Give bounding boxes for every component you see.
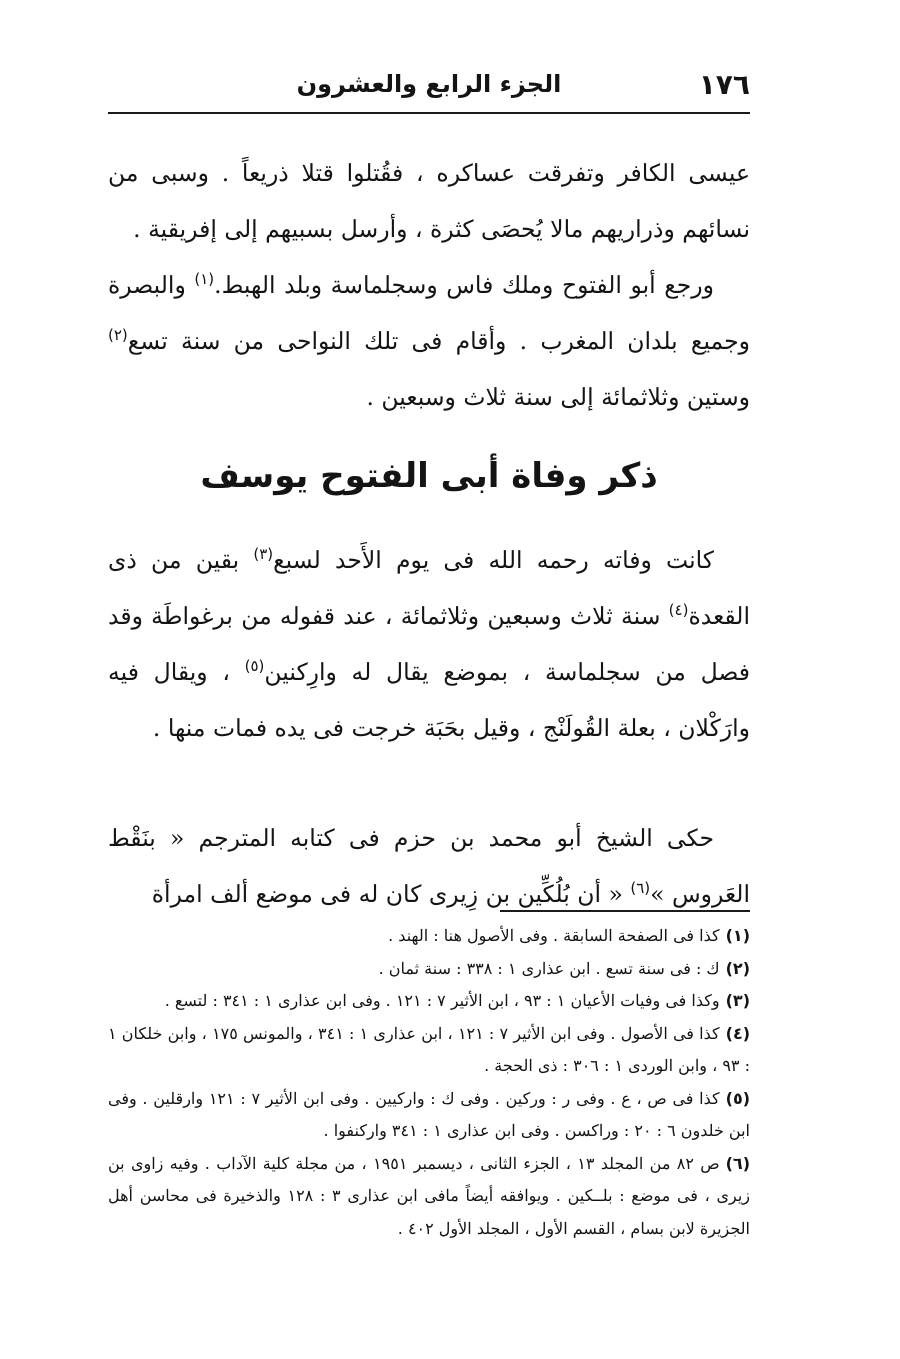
body-text-bottom [108, 532, 750, 756]
body-text-last [108, 810, 750, 922]
footnote-number: (٤) [725, 1023, 751, 1043]
footnote-ref: (٤) [668, 601, 689, 620]
footnote-ref: (٢) [108, 326, 128, 345]
body-text-top [108, 145, 750, 425]
paragraph-text: كانت وفاته رحمه الله فى يوم الأَحد لسبع [273, 546, 714, 574]
paragraph-text: سنة ثلاث وسبعين وثلاثمائة ، عند قفوله من برغواطَة وقد فصل من سجلماسة ، بموضع يقال له وارِكنين [108, 602, 750, 686]
footnote-ref: (٦) [630, 879, 651, 898]
footnote-divider [500, 910, 750, 912]
running-title: الجزء الرابع والعشرون [296, 70, 562, 98]
paragraph-text: حكى الشيخ أبو محمد بن حزم فى كتابه المترجم « بنَقْط العَروس » [108, 824, 750, 908]
footnote-ref: (٣) [253, 545, 274, 564]
running-header [108, 62, 750, 114]
footnote [108, 1018, 750, 1083]
footnote-number: (٣) [725, 991, 750, 1010]
paragraph-text: ، ويقال فيه وارَكْلان ، بعلة القُولَنْج ، وقيل بحَبَة خرجت فى يده فمات منها . [108, 658, 750, 742]
footnotes [108, 920, 750, 1245]
footnote-number: (٥) [725, 1088, 751, 1108]
paragraph-text: بقين من ذى القعدة [108, 546, 750, 630]
footnote-text: وكذا فى وفيات الأعيان ١ : ٩٣ ، ابن الأثير ٧ : ١٢١ . وفى ابن عذارى ١ : ٣٤١ : لتسع . [164, 991, 720, 1010]
paragraph [108, 145, 750, 257]
footnote [108, 1148, 750, 1246]
footnote-number: (١) [725, 926, 750, 945]
footnote-ref: (٥) [244, 657, 265, 676]
footnote-text: كذا فى ص ، ع . وفى ر : وركين . وفى ك : واركيين . وفى ابن الأثير ٧ : ١٢١ وارقلين . وفى ابن خلدون ٦ : ٢٠ : وراكسن . وفى ابن عذارى ١ : ٣٤١ واركنفوا . [108, 1088, 750, 1140]
footnote-ref: (١) [194, 270, 215, 289]
footnote [108, 1083, 750, 1148]
footnote [108, 953, 750, 986]
footnote-text: ص ٨٢ من المجلد ١٣ ، الجزء الثانى ، ديسمبر ١٩٥١ ، من مجلة كلية الآداب . وفيه زاوى بن زيرى ، فى موضع : بلــكين . ويوافقه أيضاً مافى ابن عذارى ٣ : ١٢٨ والذخيرة فى محاسن أهل الجزيرة لابن بسام ، القسم الأول ، المجلد الأول ٤٠٢ . [108, 1153, 751, 1238]
footnote-number: (٢) [725, 958, 750, 978]
footnote-text: كذا فى الصفحة السابقة . وفى الأصول هنا : الهند . [388, 926, 720, 945]
paragraph [108, 257, 750, 425]
paragraph-text: وستين وثلاثمائة إلى سنة ثلاث وسبعين . [366, 383, 750, 411]
paragraph-text: « أن بُلُكِّين بن زِيرى كان له فى موضع ألف امرأة [151, 880, 631, 908]
footnote [108, 920, 750, 953]
section-title: ذكر وفاة أبى الفتوح يوسف [200, 456, 658, 496]
paragraph [108, 532, 750, 756]
footnote-text: كذا فى الأصول . وفى ابن الأثير ٧ : ١٢١ ، ابن عذارى ١ : ٣٤١ ، والمونس ١٧٥ ، وابن خلكان ١ : ٩٣ ، وابن الوردى ١ : ٣٠٦ : ذى الحجة . [108, 1023, 750, 1075]
footnote-number: (٦) [725, 1153, 750, 1173]
paragraph-text: عيسى الكافر وتفرقت عساكره ، فقُتلوا قتلا ذريعاً . وسبى من نسائهم وذراريهم مالا يُحصَى كثرة ، وأرسل بسبيهم إلى إفريقية . [108, 159, 750, 243]
paragraph-text: ورجع أبو الفتوح وملك فاس وسجلماسة وبلد الهبط. [214, 271, 714, 299]
paragraph-text: والبصرة وجميع بلدان المغرب . وأقام فى تلك النواحى من سنة تسع [108, 271, 750, 355]
paragraph [108, 810, 750, 922]
footnote-text: ك : فى سنة تسع . ابن عذارى ١ : ٣٣٨ : سنة ثمان . [378, 958, 720, 978]
page-number: ١٧٦ [698, 68, 750, 101]
footnote [108, 985, 750, 1018]
